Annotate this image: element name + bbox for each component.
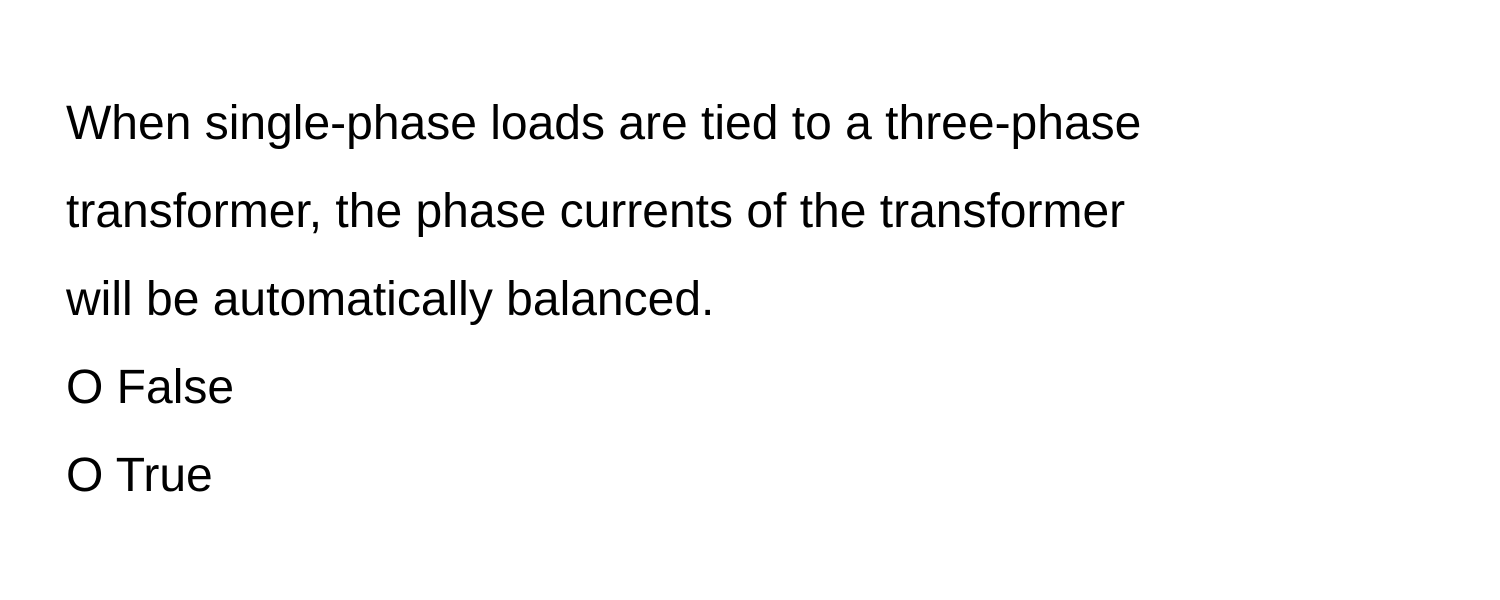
question-text-line-3: will be automatically balanced. [66, 273, 715, 326]
option-true[interactable]: O True [66, 449, 213, 502]
option-false[interactable]: O False [66, 361, 235, 414]
question-text-line-2: transformer, the phase currents of the transformer [66, 185, 1126, 238]
question-block [66, 80, 1446, 520]
question-text-line-1: When single-phase loads are tied to a three-phase [66, 97, 1142, 150]
